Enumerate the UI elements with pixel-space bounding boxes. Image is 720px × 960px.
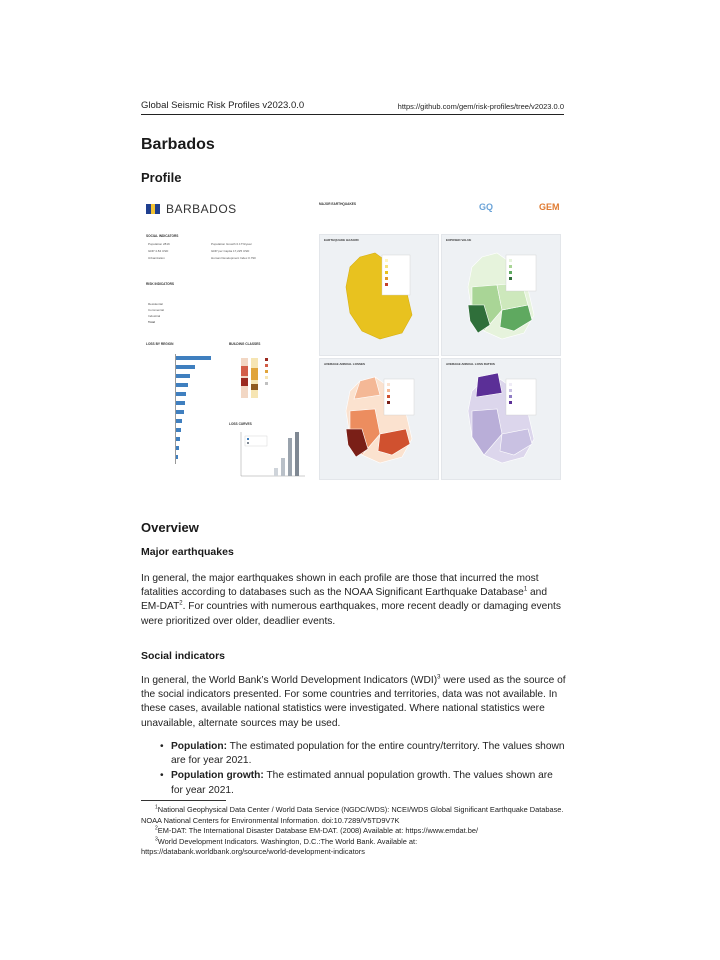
risk-row: Total bbox=[148, 320, 155, 324]
social-gdp-capita: GDP per Capita 17,225 USD bbox=[211, 249, 250, 253]
footnote-number: 1 bbox=[155, 804, 158, 811]
map-exposed-value bbox=[441, 234, 561, 356]
legend-swatch bbox=[385, 277, 388, 280]
region-loss-bar bbox=[175, 410, 184, 414]
legend-swatch bbox=[387, 389, 390, 392]
legend-swatch bbox=[509, 259, 512, 262]
footnote bbox=[141, 805, 566, 826]
para-text: were used as the source of the social indicators presented. For some countries and territories, data was not available. In these cases, available national statistics were investigated. Where national statistics were unavailable, alternate sources may be used. bbox=[141, 675, 566, 729]
document-title: Barbados bbox=[141, 136, 215, 153]
major-earthquakes-title: MAJOR EARTHQUAKES bbox=[319, 202, 357, 206]
region-loss-bar bbox=[175, 392, 186, 396]
risk-row: Residential bbox=[148, 302, 163, 306]
major-earthquakes-paragraph bbox=[141, 572, 566, 629]
social-hdi: Human Development Index 0.790 bbox=[211, 256, 256, 260]
para-text: In general, the World Bank’s World Development Indicators (WDI) bbox=[141, 675, 438, 686]
list-item-text: The estimated annual population growth. The values shown are for year 2021. bbox=[171, 770, 553, 796]
gq-logo: GQ bbox=[479, 202, 494, 212]
running-header bbox=[141, 100, 564, 115]
risk-row: Industrial bbox=[148, 314, 161, 318]
para-text: . For countries with numerous earthquakes, more recent deadly or damaging events were prioritized over older, deadlier events. bbox=[141, 601, 561, 627]
list-item-term: Population: bbox=[171, 741, 228, 752]
social-indicators-heading: Social indicators bbox=[141, 650, 226, 662]
profile-heading: Profile bbox=[141, 170, 182, 185]
region-loss-bar bbox=[175, 401, 185, 405]
legend-swatch bbox=[509, 271, 512, 274]
footnote-ref[interactable]: 1 bbox=[523, 586, 528, 593]
map-title: AVERAGE ANNUAL LOSS RATIOS bbox=[446, 362, 495, 366]
footnote-divider bbox=[141, 800, 226, 801]
legend-swatch bbox=[385, 271, 388, 274]
legend-swatch bbox=[509, 401, 512, 404]
social-population-growth: Population Growth 0.17%/year bbox=[211, 242, 252, 246]
building-classes-chart bbox=[237, 354, 297, 414]
building-classes-title: BUILDING CLASSES bbox=[229, 342, 261, 346]
loss-curves-title: LOSS CURVES bbox=[229, 422, 252, 426]
social-gdp: GDP 4.84 USD bbox=[148, 249, 169, 253]
list-item bbox=[158, 769, 566, 797]
footnote-text: World Development Indicators. Washington, D.C.:The World Bank. Available at: https://databank.worldbank.org/source/world-development-indicators bbox=[141, 836, 418, 857]
social-indicators-title: SOCIAL INDICATORS bbox=[146, 234, 179, 238]
loss-curves-legend bbox=[245, 436, 267, 446]
legend-swatch bbox=[509, 265, 512, 268]
legend-swatch bbox=[385, 283, 388, 286]
loss-curves-legend-swatch bbox=[247, 442, 249, 444]
legend-swatch bbox=[387, 395, 390, 398]
legend-swatch bbox=[385, 259, 388, 262]
list-item bbox=[158, 740, 566, 768]
risk-row: Commercial bbox=[148, 308, 165, 312]
header-url[interactable]: https://github.com/gem/risk-profiles/tree/v2023.0.0 bbox=[397, 102, 564, 111]
map-average-annual-losses bbox=[319, 358, 439, 480]
legend-swatch bbox=[509, 277, 512, 280]
parish-shape bbox=[476, 373, 502, 397]
map-average-annual-loss-ratios bbox=[441, 358, 561, 480]
loss-curves-chart bbox=[233, 428, 308, 483]
legend-swatch bbox=[387, 401, 390, 404]
footnote-number: 3 bbox=[155, 836, 158, 843]
region-loss-bar bbox=[175, 356, 211, 360]
loss-curve-bar bbox=[274, 468, 278, 476]
barbados-flag-icon bbox=[146, 204, 160, 214]
footnote bbox=[141, 837, 566, 858]
footnote-number: 2 bbox=[155, 825, 158, 832]
social-population: Population 281K bbox=[148, 242, 171, 246]
legend-swatch bbox=[509, 383, 512, 386]
footnote-text: EM-DAT: The International Disaster Database EM-DAT. (2008) Available at: https://www.emdat.be/ bbox=[157, 826, 479, 836]
map-title: EXPOSED VALUE bbox=[446, 238, 472, 242]
para-text: and EM-DAT bbox=[141, 587, 547, 613]
footnote-ref[interactable]: 3 bbox=[437, 674, 441, 681]
risk-indicators-title: RISK INDICATORS bbox=[146, 282, 175, 286]
losses-map-svg bbox=[320, 359, 438, 479]
country-name: BARBADOS bbox=[166, 202, 237, 216]
hazard-map-svg bbox=[320, 235, 438, 355]
exposed-map-svg bbox=[442, 235, 560, 355]
header-title: Global Seismic Risk Profiles v2023.0.0 bbox=[141, 100, 305, 111]
region-loss-bar bbox=[175, 365, 195, 369]
region-bars-axis bbox=[175, 354, 176, 464]
region-loss-bar bbox=[175, 374, 190, 378]
major-earthquakes-heading: Major earthquakes bbox=[141, 546, 234, 558]
loss-curves-legend-swatch bbox=[247, 438, 249, 440]
map-earthquake-hazard bbox=[319, 234, 439, 356]
footnote-ref[interactable]: 2 bbox=[179, 601, 183, 608]
social-urbanization: Urbanization bbox=[148, 256, 165, 260]
ratios-map-svg bbox=[442, 359, 560, 479]
footnote bbox=[141, 826, 566, 837]
loss-by-region-title: LOSS BY REGION bbox=[146, 342, 174, 346]
building-classes-legend bbox=[265, 358, 268, 385]
region-loss-bar bbox=[175, 383, 188, 387]
loss-curve-bar bbox=[288, 438, 292, 476]
gem-logo: GEM bbox=[539, 202, 560, 212]
social-indicators-paragraph bbox=[141, 674, 566, 731]
legend-swatch bbox=[385, 265, 388, 268]
map-title: AVERAGE ANNUAL LOSSES bbox=[324, 362, 365, 366]
footnote-text: National Geophysical Data Center / World Data Service (NGDC/WDS): NCEI/WDS Global Significant Earthquake Database. NOAA National Centers for Environmental Information. doi:10.7289/V5TD9V7K bbox=[141, 805, 564, 825]
indicator-list bbox=[158, 740, 566, 799]
list-item-term: Population growth: bbox=[171, 770, 264, 782]
footnotes bbox=[141, 805, 566, 858]
list-item-text: The estimated population for the entire country/territory. The values shown are for year 2021. bbox=[171, 741, 565, 767]
overview-heading: Overview bbox=[141, 520, 199, 535]
loss-curve-bar bbox=[281, 458, 285, 476]
loss-curve-bar bbox=[295, 432, 299, 476]
legend-swatch bbox=[387, 383, 390, 386]
region-loss-bar bbox=[175, 419, 182, 423]
parish-shape bbox=[354, 377, 380, 399]
profile-figure bbox=[141, 196, 565, 493]
legend-swatch bbox=[509, 389, 512, 392]
para-text: In general, the major earthquakes shown in each profile are those that incurred the most fatalities according to databases such as the NOAA Significant Earthquake Database bbox=[141, 573, 539, 599]
building-classes-stack bbox=[241, 358, 258, 398]
legend-swatch bbox=[509, 395, 512, 398]
map-title: EARTHQUAKE HAZARD bbox=[324, 238, 359, 242]
